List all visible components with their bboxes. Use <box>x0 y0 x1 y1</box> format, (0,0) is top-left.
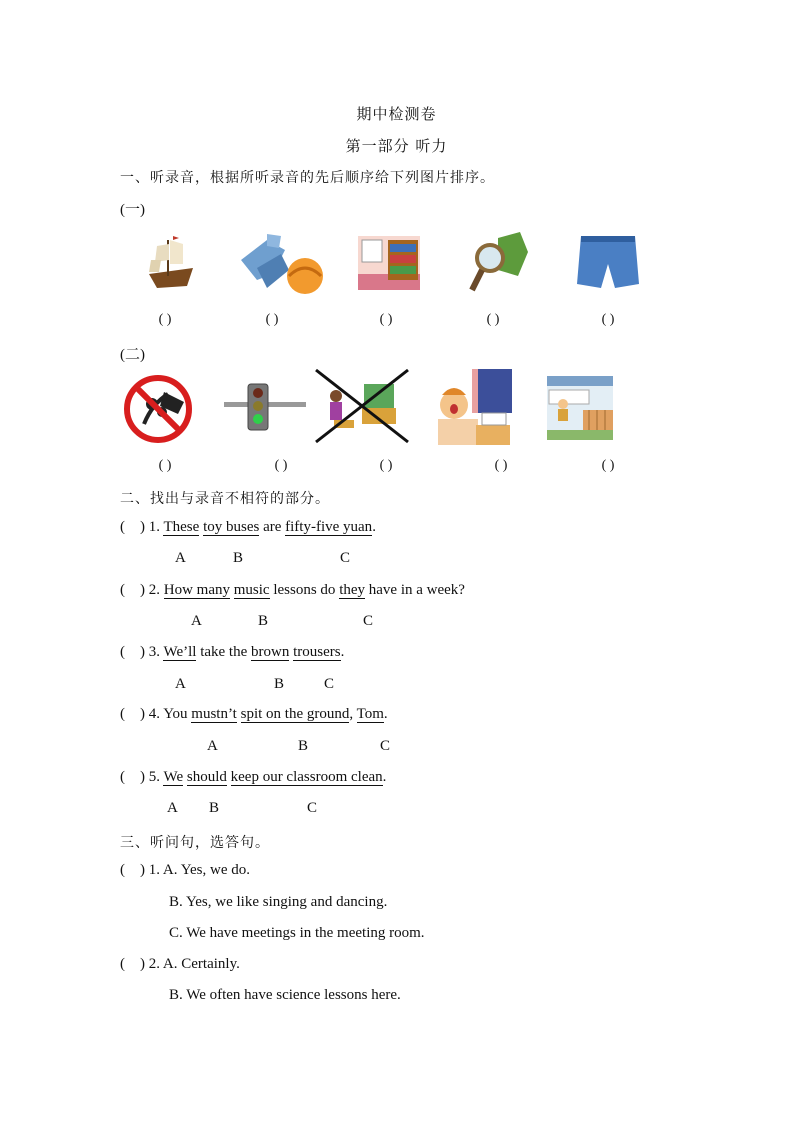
s3-q2-line <box>120 956 240 973</box>
s3-q2-option-b: B. We often have science lessons here. <box>169 987 401 1003</box>
s2-item-5-letter-b: B <box>209 800 220 816</box>
s2-item-4-letter-c: C <box>380 738 391 754</box>
answer-blank-1-5[interactable]: ( ) <box>601 312 615 327</box>
s3-q2-option-a: A. Certainly. <box>162 956 240 972</box>
s2-text-part: , <box>349 706 357 722</box>
bookshelf-room-picture <box>358 236 420 290</box>
s2-text-part: You <box>163 706 192 722</box>
s3-q1-option-a: A. Yes, we do. <box>162 862 251 878</box>
clothes-pile-picture <box>237 230 325 296</box>
s2-text-part: . <box>383 706 388 722</box>
traffic-light-picture <box>220 382 308 432</box>
s2-text-part: lessons do <box>269 582 340 598</box>
s2-underlined-part: We <box>163 769 184 785</box>
boy-yawning-picture <box>432 369 512 445</box>
answer-blank-1-2[interactable]: ( ) <box>265 312 279 327</box>
s2-text-part: . <box>382 769 387 785</box>
answer-blank-2-3[interactable]: ( ) <box>379 458 393 473</box>
answer-blank-1-3[interactable]: ( ) <box>379 312 393 327</box>
s2-item-prefix: ( ) 1. <box>120 519 164 535</box>
s2-underlined-part: These <box>163 519 200 535</box>
s2-item-1-letter-c: C <box>340 550 351 566</box>
s2-item-2 <box>120 582 465 599</box>
s2-item-2-letter-b: B <box>258 613 269 629</box>
s2-text-part: have in a week? <box>365 582 465 598</box>
group2-label: (二) <box>120 347 145 363</box>
answer-blank-2-1[interactable]: ( ) <box>158 458 172 473</box>
s3-q1-option-b: B. Yes, we like singing and dancing. <box>169 894 388 910</box>
s2-underlined-part: We’ll <box>163 644 197 660</box>
s2-item-5-letter-c: C <box>307 800 318 816</box>
s2-item-1-letter-a: A <box>175 550 186 566</box>
s2-underlined-part: they <box>339 582 366 598</box>
s2-item-3-letter-a: A <box>175 676 186 692</box>
s2-item-5 <box>120 769 386 786</box>
s3-q1-prefix: ( ) 1. <box>120 862 163 878</box>
s2-item-prefix: ( ) 3. <box>120 644 164 660</box>
s3-q1-line <box>120 862 250 879</box>
magnifier-leaf-picture <box>468 230 534 296</box>
s2-item-2-letter-c: C <box>363 613 374 629</box>
section3-instruction: 三、听问句，选答句。 <box>120 835 270 851</box>
s2-text-part: . <box>340 644 345 660</box>
s2-underlined-part: Tom <box>356 706 384 722</box>
s2-item-3 <box>120 644 344 661</box>
s2-underlined-part: mustn’t <box>191 706 237 722</box>
s2-item-2-letter-a: A <box>191 613 202 629</box>
answer-blank-1-4[interactable]: ( ) <box>486 312 500 327</box>
no-flowers-sign-picture <box>122 374 194 444</box>
s2-underlined-part: keep our classroom clean <box>230 769 383 785</box>
s2-item-prefix: ( ) 2. <box>120 582 164 598</box>
s2-underlined-part: How many <box>163 582 230 598</box>
s2-item-prefix: ( ) 4. <box>120 706 164 722</box>
s2-underlined-part: toy buses <box>203 519 260 535</box>
s2-underlined-part: music <box>233 582 270 598</box>
group1-label: (一) <box>120 202 145 218</box>
s2-item-3-letter-c: C <box>324 676 335 692</box>
s2-text-part: are <box>259 519 286 535</box>
crossed-out-tv-scene-picture <box>312 368 412 444</box>
page-title: 期中检测卷 <box>356 105 437 123</box>
section1-instruction: 一、听录音，根据所听录音的先后顺序给下列图片排序。 <box>120 170 495 186</box>
s3-q1-option-c: C. We have meetings in the meeting room. <box>169 925 425 941</box>
s2-underlined-part: fifty-five yuan <box>285 519 373 535</box>
s2-underlined-part: brown <box>251 644 290 660</box>
answer-blank-2-5[interactable]: ( ) <box>601 458 615 473</box>
answer-blank-1-1[interactable]: ( ) <box>158 312 172 327</box>
s2-text-part: . <box>372 519 376 535</box>
answer-blank-2-2[interactable]: ( ) <box>274 458 288 473</box>
part-title: 第一部分 听力 <box>345 137 448 155</box>
s2-item-1 <box>120 519 376 536</box>
s2-underlined-part: should <box>186 769 227 785</box>
s2-text-part: take the <box>196 644 251 660</box>
blue-shorts-picture <box>575 234 641 290</box>
s2-underlined-part: spit on the ground <box>240 706 350 722</box>
boy-on-fence-picture <box>547 376 613 440</box>
s2-item-5-letter-a: A <box>167 800 178 816</box>
s2-underlined-part: trousers <box>293 644 341 660</box>
s2-item-prefix: ( ) 5. <box>120 769 164 785</box>
sailing-ship-picture <box>143 234 199 292</box>
s2-item-4 <box>120 706 388 723</box>
s2-item-4-letter-b: B <box>298 738 309 754</box>
s2-item-1-letter-b: B <box>233 550 244 566</box>
s2-item-4-letter-a: A <box>207 738 218 754</box>
section2-instruction: 二、找出与录音不相符的部分。 <box>120 491 330 507</box>
s3-q2-prefix: ( ) 2. <box>120 956 163 972</box>
s2-item-3-letter-b: B <box>274 676 285 692</box>
answer-blank-2-4[interactable]: ( ) <box>494 458 508 473</box>
